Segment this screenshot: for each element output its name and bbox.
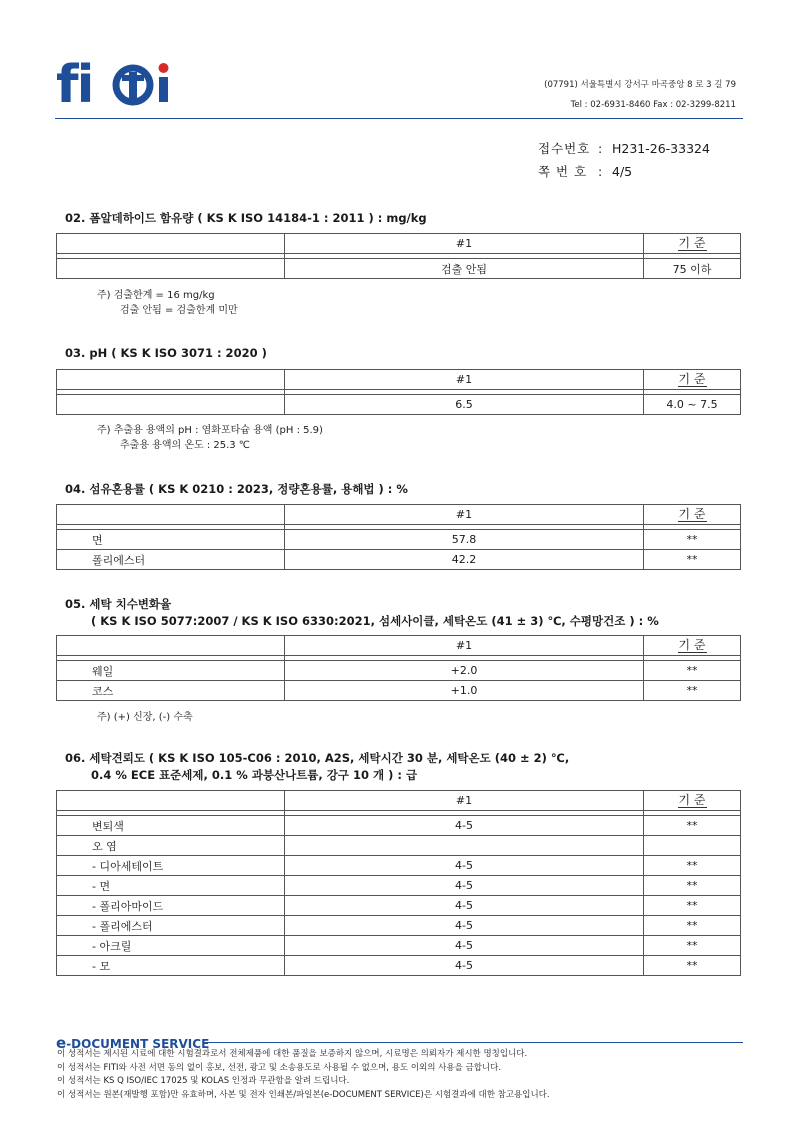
table-row	[57, 550, 741, 570]
table-header-row	[57, 636, 741, 656]
row-standard: **	[644, 896, 741, 916]
row-value: 검출 안됨	[285, 259, 644, 279]
page-number: 4/5	[612, 164, 633, 179]
row-value: 4-5	[285, 956, 644, 976]
section-04-table	[56, 504, 741, 570]
table-row	[57, 956, 741, 976]
row-value: +2.0	[285, 661, 644, 681]
sample-column-header: #1	[285, 234, 644, 254]
row-value: 6.5	[285, 395, 644, 415]
table-header-row	[57, 791, 741, 811]
receipt-number: H231-26-33324	[612, 141, 710, 156]
row-label: - 아크릴	[57, 936, 285, 956]
row-label: - 면	[57, 876, 285, 896]
standard-column-header: 기 준	[678, 792, 706, 807]
row-label: 코스	[57, 681, 285, 701]
company-contact: Tel : 02-6931-8460 Fax : 02-3299-8211	[570, 100, 736, 110]
table-row	[57, 395, 741, 415]
section-03-table	[56, 369, 741, 415]
row-value: +1.0	[285, 681, 644, 701]
document-meta: 접수번호 : H231-26-33324 쪽 번 호 : 4/5	[538, 137, 710, 183]
note-line: 추출용 용액의 온도 : 25.3 ℃	[120, 440, 251, 451]
page-label: 쪽 번 호	[538, 164, 588, 179]
table-header-row	[57, 505, 741, 525]
company-address-block	[544, 75, 736, 115]
row-label: 면	[57, 530, 285, 550]
table-row	[57, 836, 741, 856]
row-label: - 폴리아마이드	[57, 896, 285, 916]
section-06-subtitle: 0.4 % ECE 표준세제, 0.1 % 과붕산나트륨, 강구 10 개 ) : 급	[91, 768, 418, 782]
row-standard: 4.0 ~ 7.5	[644, 395, 741, 415]
table-header-row	[57, 234, 741, 254]
footer-disclaimer	[57, 1048, 550, 1102]
table-header-row	[57, 370, 741, 390]
row-standard: **	[644, 530, 741, 550]
table-row	[57, 936, 741, 956]
section-04-title: 04. 섬유혼용률 ( KS K 0210 : 2023, 정량혼용률, 용해법 ) : %	[65, 482, 408, 496]
disclaimer-line: 이 성적서는 FITI와 사전 서면 동의 없이 홍보, 선전, 광고 및 소송용도로 사용될 수 없으며, 용도 이외의 사용을 금합니다.	[57, 1062, 502, 1073]
header-divider	[55, 118, 743, 119]
disclaimer-line: 이 성적서는 KS Q ISO/IEC 17025 및 KOLAS 인정과 무관함을 알려 드립니다.	[57, 1076, 350, 1086]
table-row	[57, 856, 741, 876]
sample-column-header: #1	[285, 636, 644, 656]
section-05-subtitle: ( KS K ISO 5077:2007 / KS K ISO 6330:2021, 섬세사이클, 세탁온도 (41 ± 3) ℃, 수평망건조 ) : %	[91, 614, 659, 628]
row-standard: 75 이하	[644, 259, 741, 279]
note-line: 검출 안됨 = 검출한계 미만	[120, 305, 238, 316]
standard-column-header: 기 준	[678, 235, 706, 250]
row-standard: **	[644, 856, 741, 876]
standard-column-header: 기 준	[678, 371, 706, 386]
row-label	[57, 395, 285, 415]
row-label: - 폴리에스터	[57, 916, 285, 936]
row-value: 4-5	[285, 816, 644, 836]
section-03-notes	[97, 423, 323, 453]
row-value	[285, 836, 644, 856]
row-label: - 모	[57, 956, 285, 976]
fiti-logo	[56, 58, 181, 110]
row-standard: **	[644, 936, 741, 956]
footer-divider	[205, 1042, 743, 1043]
table-row	[57, 681, 741, 701]
table-row	[57, 916, 741, 936]
company-address: (07791) 서울특별시 강서구 마곡중앙 8 로 3 길 79	[544, 80, 736, 90]
row-value: 4-5	[285, 876, 644, 896]
table-row	[57, 816, 741, 836]
table-row	[57, 259, 741, 279]
row-standard: **	[644, 550, 741, 570]
row-value: 4-5	[285, 856, 644, 876]
section-06-title: 06. 세탁견뢰도 ( KS K ISO 105-C06 : 2010, A2S, 세탁시간 30 분, 세탁온도 (40 ± 2) ℃,	[65, 751, 570, 765]
row-value: 4-5	[285, 916, 644, 936]
section-05-title: 05. 세탁 치수변화율	[65, 597, 172, 611]
row-label	[57, 259, 285, 279]
row-label: 웨일	[57, 661, 285, 681]
standard-column-header: 기 준	[678, 637, 706, 652]
section-02-table	[56, 233, 741, 279]
table-row	[57, 896, 741, 916]
disclaimer-line: 이 성적서는 제시된 시료에 대한 시험결과로서 전체제품에 대한 품질을 보증하지 않으며, 시료명은 의뢰자가 제시한 명칭입니다.	[57, 1049, 528, 1059]
table-row	[57, 661, 741, 681]
row-value: 4-5	[285, 896, 644, 916]
section-05-table	[56, 635, 741, 701]
sample-column-header: #1	[285, 370, 644, 390]
note-line: 주) 검출한계 = 16 mg/kg	[97, 290, 215, 301]
row-standard: **	[644, 876, 741, 896]
note-line: 주) (+) 신장, (-) 수축	[97, 712, 193, 723]
table-row	[57, 876, 741, 896]
disclaimer-line: 이 성적서는 원본(재발행 포함)만 유효하며, 사본 및 전자 인쇄본/파일본(e-DOCUMENT SERVICE)은 시험결과에 대한 참고용입니다.	[57, 1089, 550, 1100]
standard-column-header: 기 준	[678, 506, 706, 521]
row-value: 42.2	[285, 550, 644, 570]
row-standard: **	[644, 956, 741, 976]
row-label: 변퇴색	[57, 816, 285, 836]
section-05-notes	[97, 710, 193, 725]
row-value: 4-5	[285, 936, 644, 956]
note-line: 주) 추출용 용액의 pH : 염화포타슘 용액 (pH : 5.9)	[97, 425, 323, 436]
receipt-label: 접수번호	[538, 141, 591, 156]
row-standard: **	[644, 816, 741, 836]
row-label: 폴리에스터	[57, 550, 285, 570]
section-02-notes	[97, 288, 238, 318]
edocument-e: e	[56, 1034, 67, 1052]
row-standard: **	[644, 916, 741, 936]
section-02-title: 02. 폼알데하이드 함유량 ( KS K ISO 14184-1 : 2011 ) : mg/kg	[65, 211, 427, 225]
row-standard: **	[644, 681, 741, 701]
table-row	[57, 530, 741, 550]
section-06-table	[56, 790, 741, 976]
row-label: - 디아세테이트	[57, 856, 285, 876]
row-label: 오 염	[57, 836, 285, 856]
svg-text:fi: fi	[56, 58, 93, 110]
edocument-label: -DOCUMENT SERVICE	[66, 1037, 210, 1051]
row-standard: **	[644, 661, 741, 681]
section-03-title: 03. pH ( KS K ISO 3071 : 2020 )	[65, 346, 267, 360]
sample-column-header: #1	[285, 505, 644, 525]
sample-column-header: #1	[285, 791, 644, 811]
row-standard	[644, 836, 741, 856]
row-value: 57.8	[285, 530, 644, 550]
